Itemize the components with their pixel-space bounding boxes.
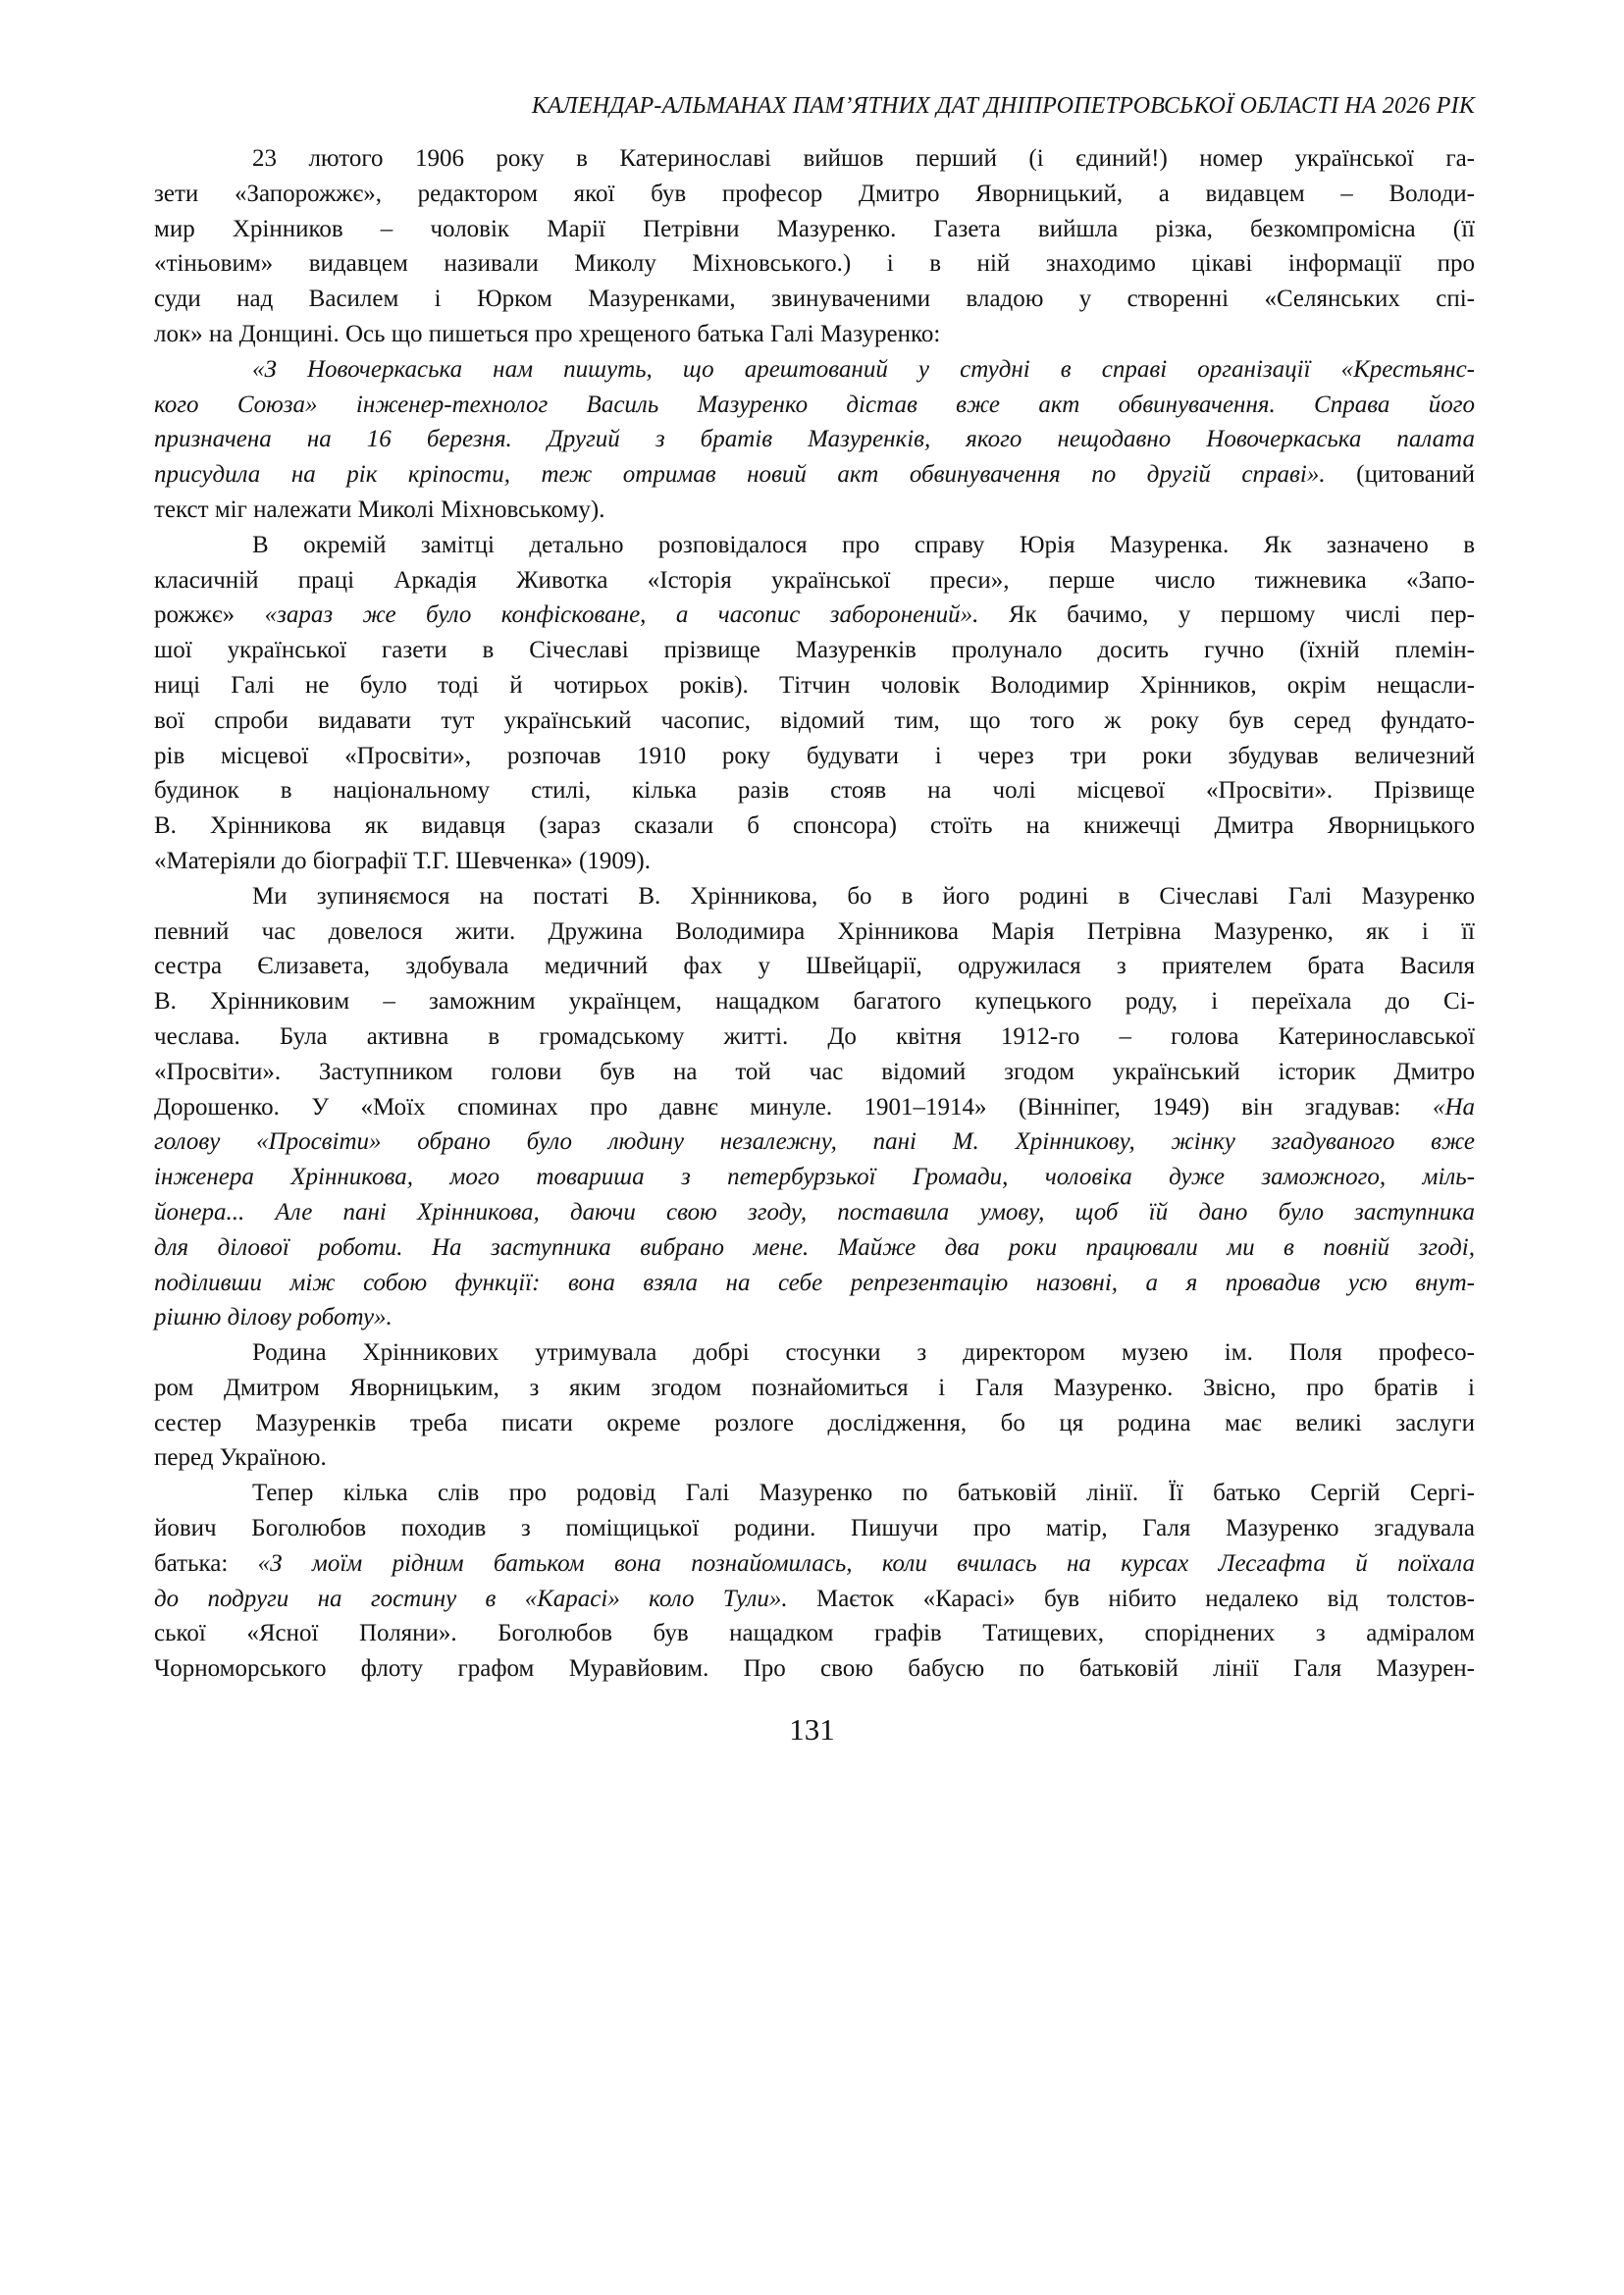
regular-text: В. Хрінникова як видавця (зараз сказали б спонсора) стоїть на книжечці Дмитра Яворницького <box>154 812 1475 840</box>
text-line <box>154 1511 1475 1546</box>
text-line <box>154 598 1475 633</box>
regular-text: Тепер кілька слів про родовід Галі Мазуренко по батьковій лінії. Її батько Сергій Сергі- <box>252 1480 1475 1507</box>
italic-text: інженера Хрінникова, мого товариша з петербурзької Громади, чоловіка дуже заможного, міль- <box>154 1164 1475 1191</box>
italic-text: призначена на 16 березня. Другий з братів Мазуренків, якого нещодавно Новочеркаська палата <box>154 426 1475 453</box>
paragraph <box>154 879 1475 1335</box>
text-line <box>154 633 1475 668</box>
regular-text: сестра Єлизавета, здобувала медичний фах у Швейцарії, одружилася з приятелем брата Василя <box>154 953 1475 980</box>
italic-text: «зараз же було конфісковане, а часопис заборонений». <box>264 601 979 629</box>
italic-text: «З моїм рідним батьком вона познайомилась, коли вчилась на курсах Лесгафта й поїхала <box>257 1549 1475 1577</box>
text-line <box>154 844 1475 879</box>
regular-text: певний час довелося жити. Дружина Володимира Хрінникова Марія Петрівна Мазуренко, як і її <box>154 917 1475 945</box>
italic-text: «З Новочеркаська нам пишуть, що арештований у студні в справі організації «Крестьянс- <box>252 355 1475 383</box>
text-line <box>154 422 1475 457</box>
regular-text: «Матеріяли до біографії Т.Г. Шевченка» (1909). <box>154 847 651 874</box>
text-line <box>154 1230 1475 1266</box>
regular-text: йович Боголюбов походив з поміщицької родини. Пишучи про матір, Галя Мазуренко згадувала <box>154 1515 1475 1542</box>
italic-text: для ділової роботи. На заступника вибрано мене. Майже два роки працювали ми в повній згоді, <box>154 1233 1475 1261</box>
regular-text: сестер Мазуренків треба писати окреме розлоге дослідження, бо ця родина має великі заслуги <box>154 1409 1475 1436</box>
italic-text: поділивши між собою функції: вона взяла на себе репрезентацію назовні, а я провадив усю внут- <box>154 1269 1475 1296</box>
italic-text: до подруги на гостину в «Карасі» коло Тули». <box>154 1585 788 1612</box>
regular-text: рожжє» <box>154 601 265 629</box>
regular-text: Родина Хрінникових утримувала добрі стосунки з директором музею ім. Поля професо- <box>252 1339 1475 1367</box>
text-line <box>154 246 1475 282</box>
text-line <box>154 1090 1475 1125</box>
text-line <box>154 528 1475 563</box>
regular-text: Ми зупиняємося на постаті В. Хрінникова, бо в його родині в Січеславі Галі Мазуренко <box>252 882 1475 910</box>
text-line <box>154 1440 1475 1476</box>
text-line <box>154 1476 1475 1511</box>
regular-text: лок» на Донщині. Ось що пишеться про хрещеного батька Галі Мазуренко: <box>154 320 941 347</box>
text-line <box>154 1651 1475 1687</box>
regular-text: В. Хрінниковим – заможним українцем, нащадком багатого купецького роду, і переїхала до Сі- <box>154 988 1475 1016</box>
text-line <box>154 1055 1475 1090</box>
text-line <box>154 1266 1475 1301</box>
italic-text: йонера... Але пані Хрінникова, даючи свою згоду, поставила умову, щоб їй дано було заступника <box>154 1198 1475 1226</box>
text-line <box>154 317 1475 352</box>
text-line <box>154 1300 1475 1335</box>
text-line <box>154 773 1475 808</box>
regular-text: шої української газети в Січеславі прізвище Мазуренків пролунало досить гучно (їхній племін- <box>154 637 1475 664</box>
text-line <box>154 1124 1475 1160</box>
text-line <box>154 739 1475 774</box>
text-line <box>154 1406 1475 1441</box>
text-line <box>154 949 1475 984</box>
text-line <box>154 914 1475 950</box>
regular-text: В окремій замітці детально розповідалося про справу Юрія Мазуренка. Як зазначено в <box>252 531 1475 558</box>
text-line <box>154 668 1475 704</box>
text-line <box>154 808 1475 844</box>
text-line <box>154 352 1475 388</box>
text-line <box>154 1019 1475 1055</box>
text-line <box>154 1546 1475 1582</box>
text-line <box>154 212 1475 247</box>
regular-text: (цитований <box>1325 461 1476 489</box>
regular-text: батька: <box>154 1549 258 1577</box>
regular-text: перед Україною. <box>154 1444 327 1472</box>
regular-text: ниці Галі не було тоді й чотирьох років). Тітчин чоловік Володимир Хрінников, окрім нещасли- <box>154 671 1475 699</box>
text-line <box>154 493 1475 528</box>
regular-text: «тіньовим» видавцем називали Миколу Міхновського.) і в ній знаходимо цікаві інформації про <box>154 250 1475 278</box>
regular-text: ської «Ясної Поляни». Боголюбов був нащадком графів Татищевих, споріднених з адміралом <box>154 1620 1475 1647</box>
italic-text: присудила на рік кріпости, теж отримав новий акт обвинувачення по другій справі». <box>154 461 1326 489</box>
text-line <box>154 388 1475 423</box>
regular-text: зети «Запорожжє», редактором якої був професор Дмитро Яворницький, а видавцем – Володи- <box>154 180 1475 207</box>
text-line <box>154 282 1475 317</box>
running-header: КАЛЕНДАР-АЛЬМАНАХ ПАМ’ЯТНИХ ДАТ ДНІПРОПЕТРОВСЬКОЇ ОБЛАСТІ НА 2026 РІК <box>531 93 1475 119</box>
italic-text: кого Союза» інженер-технолог Василь Мазуренко дістав вже акт обвинувачення. Справа його <box>154 391 1475 418</box>
text-line <box>154 1195 1475 1230</box>
regular-text: будинок в національному стилі, кілька разів стояв на чолі місцевої «Просвіти». Прізвище <box>154 777 1475 805</box>
regular-text: класичній праці Аркадія Животка «Історія української преси», перше число тижневика «Запо- <box>154 566 1475 594</box>
regular-text: Чорноморського флоту графом Муравйовим. Про свою бабусю по батьковій лінії Галя Мазурен- <box>154 1655 1475 1683</box>
italic-text: «На <box>1432 1093 1475 1121</box>
regular-text: ром Дмитром Яворницьким, з яким згодом познайомиться і Галя Мазуренко. Звісно, про братів і <box>154 1374 1475 1401</box>
paragraph <box>154 352 1475 528</box>
regular-text: мир Хрінников – чоловік Марії Петрівни Мазуренко. Газета вийшла різка, безкомпромісна (її <box>154 215 1475 242</box>
regular-text: суди над Василем і Юрком Мазуренками, звинуваченими владою у створенні «Селянських спі- <box>154 286 1475 313</box>
regular-text: чеслава. Була активна в громадському житті. До квітня 1912-го – голова Катеринославської <box>154 1022 1475 1050</box>
page-body <box>154 141 1475 1687</box>
text-line <box>154 141 1475 177</box>
regular-text: Маєток «Карасі» був нібито недалеко від толстов- <box>787 1585 1475 1612</box>
paragraph <box>154 1335 1475 1476</box>
regular-text: 23 лютого 1906 року в Катеринославі вийшов перший (і єдиний!) номер української га- <box>252 145 1475 172</box>
text-line <box>154 563 1475 599</box>
text-line <box>154 1616 1475 1651</box>
page-number: 131 <box>789 1712 835 1747</box>
text-line <box>154 1371 1475 1406</box>
text-line <box>154 704 1475 739</box>
text-line <box>154 984 1475 1019</box>
text-line <box>154 879 1475 914</box>
regular-text: «Просвіти». Заступником голови був на той час відомий згодом український історик Дмитро <box>154 1058 1475 1085</box>
text-line <box>154 1582 1475 1617</box>
text-line <box>154 1160 1475 1195</box>
italic-text: голову «Просвіти» обрано було людину незалежну, пані М. Хрінникову, жінку згадуваного вже <box>154 1128 1475 1156</box>
regular-text: текст міг належати Миколі Міхновському). <box>154 496 605 523</box>
regular-text: Дорошенко. У «Моїх споминах про давнє минуле. 1901–1914» (Вінніпег, 1949) він згадував: <box>154 1093 1433 1121</box>
text-line <box>154 177 1475 212</box>
italic-text: рішню ділову роботу». <box>154 1304 393 1331</box>
text-line <box>154 457 1475 493</box>
regular-text: Як бачимо, у першому числі пер- <box>978 601 1475 629</box>
regular-text: рів місцевої «Просвіти», розпочав 1910 року будувати і через три роки збудував величезний <box>154 742 1475 769</box>
text-line <box>154 1335 1475 1371</box>
paragraph <box>154 141 1475 352</box>
regular-text: вої спроби видавати тут український часопис, відомий тим, що того ж року був серед фундато- <box>154 706 1475 734</box>
paragraph <box>154 1476 1475 1687</box>
paragraph <box>154 528 1475 879</box>
